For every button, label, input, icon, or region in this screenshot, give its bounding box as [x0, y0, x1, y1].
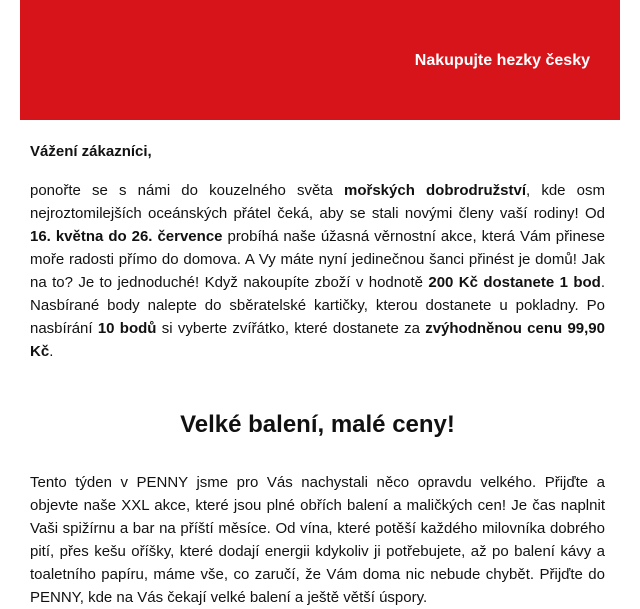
- intro-text-4: . Nasbírané body nalepte do sběratelské kartičky, kterou dostanete u pokladny. Po nasbírání: [30, 274, 605, 337]
- intro-text-6: .: [49, 343, 54, 360]
- intro-highlight-points: 200 Kč dostanete 1 bod: [428, 274, 601, 291]
- section-paragraph: Tento týden v PENNY jsme pro Vás nachystali něco opravdu velkého. Přijďte a objevte naše XXL akce, které jsou plné obřích balení a maličkých cen! Je čas naplnit Vaši spižírnu a bar na příští měsíce. Od vína, které potěší každého milovníka dobrého pití, přes kešu oříšky, které dodají energii kdykoliv ji potřebujete, až po balení kávy a toaletního papíru, máme vše, co zaručí, že Vám doma nic nebude chybět. Přijďte do PENNY, kde na Vás čekají velké balení a ještě větší úspory.: [30, 474, 605, 606]
- intro-text-1: ponořte se s námi do kouzelného světa: [30, 182, 344, 199]
- intro-highlight-adventures: mořských dobrodružství: [344, 182, 527, 199]
- intro-highlight-dates: 16. května do 26. července: [30, 228, 223, 245]
- intro-highlight-price: zvýhodněnou cenu 99,90 Kč: [30, 320, 605, 360]
- header-banner: [20, 0, 620, 120]
- section-heading: Velké balení, malé ceny!: [180, 411, 455, 438]
- greeting: Vážení zákazníci,: [30, 143, 152, 160]
- email-body: [30, 140, 605, 609]
- intro-text-2: , kde osm nejroztomilejších oceánských přátel čeká, aby se stali novými členy vaší rodiny! Od: [30, 182, 605, 222]
- intro-text-3: probíhá naše úžasná věrnostní akce, která Vám přinese moře radosti přímo do domova. A Vy máte nyní jedinečnou šanci přinést je domů! Jak na to? Je to jednoduché! Když nakoupíte zboží v hodnotě: [30, 228, 605, 291]
- intro-text-5: si vyberte zvířátko, které dostanete za: [156, 320, 426, 337]
- header-tagline: Nakupujte hezky česky: [414, 52, 590, 69]
- intro-paragraph: [30, 179, 605, 363]
- intro-highlight-ten-points: 10 bodů: [97, 320, 157, 337]
